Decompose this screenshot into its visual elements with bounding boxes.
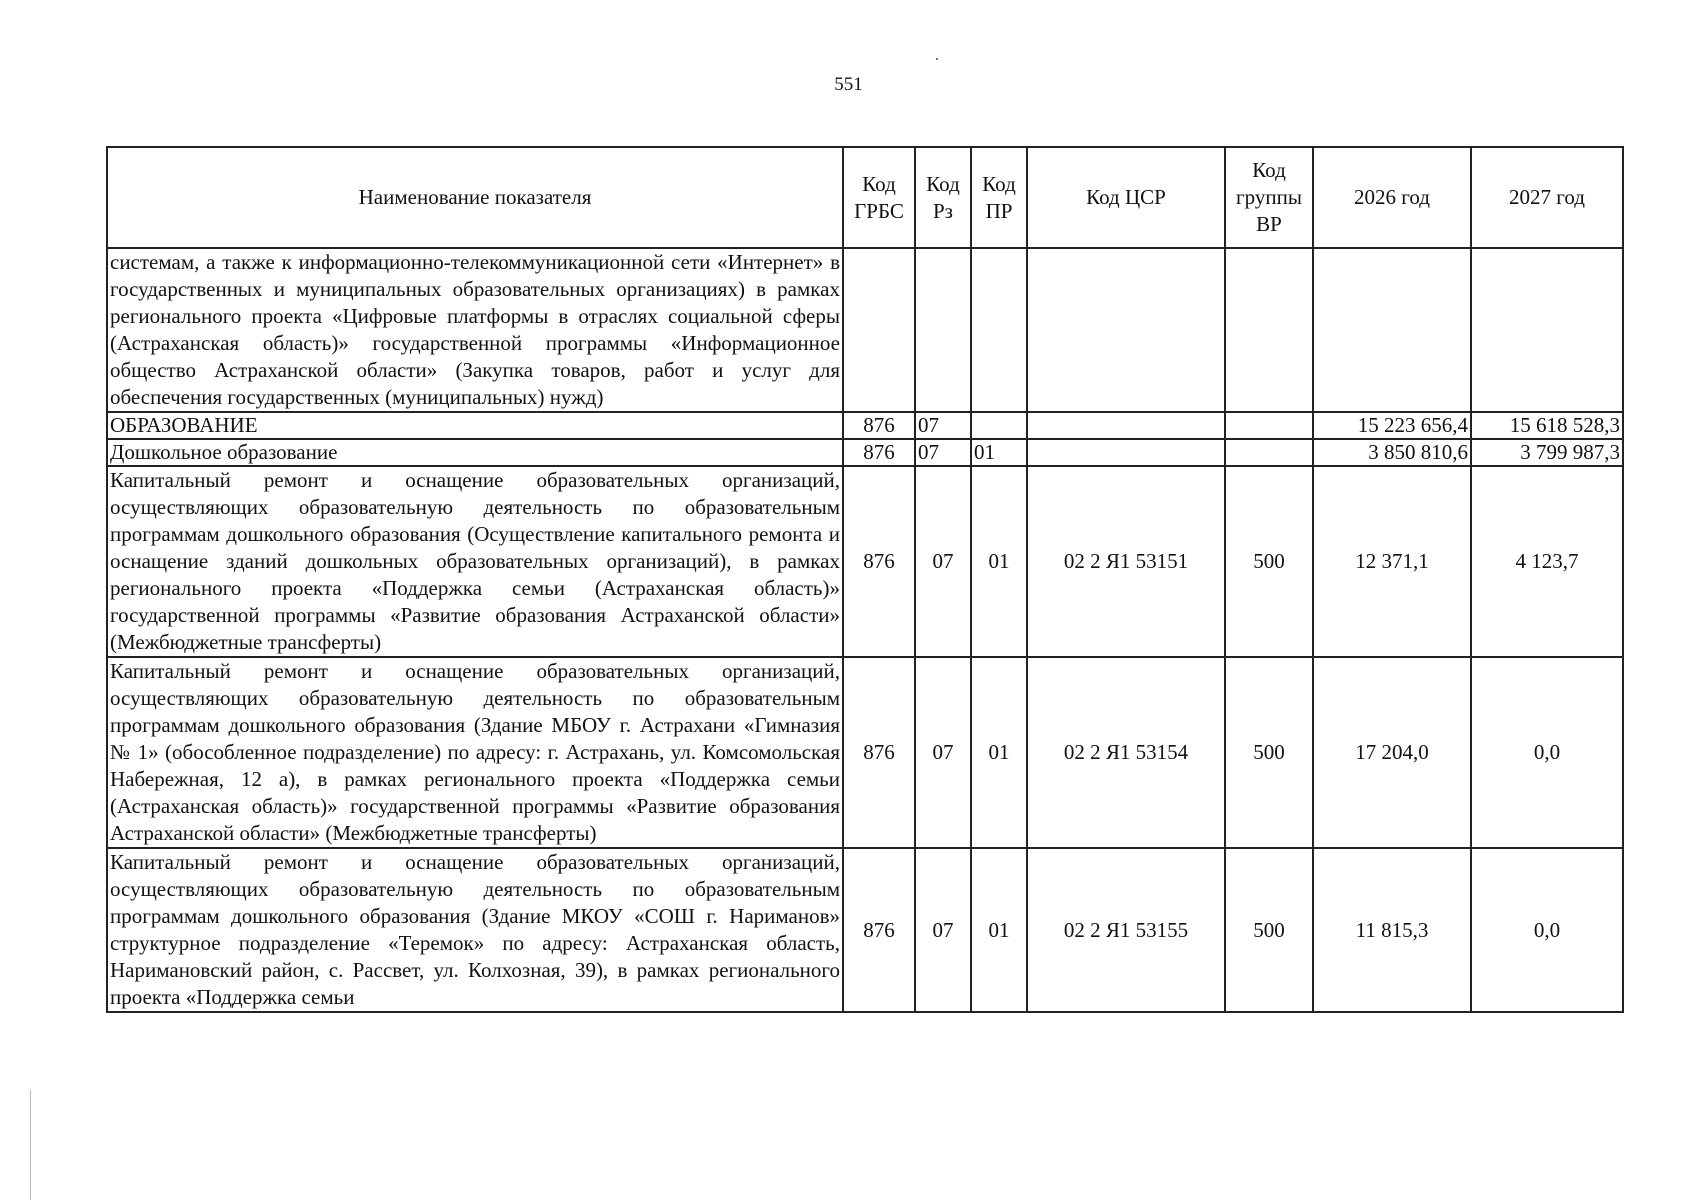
scan-artifact-dot: [936, 58, 938, 60]
row-csr: 02 2 Я1 53154: [1027, 657, 1225, 848]
row-rz: 07: [915, 412, 971, 439]
row-name: Капитальный ремонт и оснащение образовательных организаций, осуществляющих образовательную деятельность по образовательным программам дошкольного образования (Осуществление капитального ремонта и оснащение зданий дошкольных образовательных организаций), в рамках регионального проекта «Поддержка семьи (Астраханская область)» государственной программы «Развитие образования Астраханской области» (Межбюджетные трансферты): [107, 466, 843, 657]
header-csr: Код ЦСР: [1027, 147, 1225, 248]
row-rz: 07: [915, 848, 971, 1012]
row-grbs: 876: [843, 439, 915, 466]
row-name: ОБРАЗОВАНИЕ: [107, 412, 843, 439]
row-grbs: [843, 248, 915, 412]
row-rz: 07: [915, 657, 971, 848]
row-vr: [1225, 439, 1313, 466]
row-2027: 0,0: [1471, 848, 1623, 1012]
table-row: [107, 439, 1623, 466]
row-2026: 11 815,3: [1313, 848, 1471, 1012]
header-vr: Код группы ВР: [1225, 147, 1313, 248]
row-2027: 15 618 528,3: [1471, 412, 1623, 439]
row-vr: [1225, 248, 1313, 412]
table-header-row: [107, 147, 1623, 248]
row-pr: 01: [971, 657, 1027, 848]
row-pr: [971, 248, 1027, 412]
scan-artifact-edge: [30, 1090, 31, 1200]
row-csr: [1027, 412, 1225, 439]
row-pr: 01: [971, 466, 1027, 657]
row-vr: 500: [1225, 848, 1313, 1012]
row-2027: 3 799 987,3: [1471, 439, 1623, 466]
table-row: [107, 248, 1623, 412]
row-vr: [1225, 412, 1313, 439]
table-row: [107, 466, 1623, 657]
row-csr: [1027, 248, 1225, 412]
row-pr: 01: [971, 439, 1027, 466]
row-rz: 07: [915, 466, 971, 657]
header-rz: Код Рз: [915, 147, 971, 248]
row-2026: [1313, 248, 1471, 412]
header-grbs: Код ГРБС: [843, 147, 915, 248]
row-pr: [971, 412, 1027, 439]
row-csr: [1027, 439, 1225, 466]
row-grbs: 876: [843, 412, 915, 439]
row-grbs: 876: [843, 848, 915, 1012]
budget-table: [106, 146, 1624, 1013]
row-grbs: 876: [843, 466, 915, 657]
header-name: Наименование показателя: [107, 147, 843, 248]
row-2026: 15 223 656,4: [1313, 412, 1471, 439]
row-2026: 3 850 810,6: [1313, 439, 1471, 466]
header-2026: 2026 год: [1313, 147, 1471, 248]
row-vr: 500: [1225, 466, 1313, 657]
row-grbs: 876: [843, 657, 915, 848]
row-2027: [1471, 248, 1623, 412]
row-name: системам, а также к информационно-телекоммуникационной сети «Интернет» в государственных и муниципальных образовательных организациях) в рамках регионального проекта «Цифровые платформы в отраслях социальной сферы (Астраханская область)» государственной программы «Информационное общество Астраханской области» (Закупка товаров, работ и услуг для обеспечения государственных (муниципальных) нужд): [107, 248, 843, 412]
row-name: Дошкольное образование: [107, 439, 843, 466]
row-rz: [915, 248, 971, 412]
header-2027: 2027 год: [1471, 147, 1623, 248]
row-vr: 500: [1225, 657, 1313, 848]
row-name: Капитальный ремонт и оснащение образовательных организаций, осуществляющих образовательную деятельность по образовательным программам дошкольного образования (Здание МКОУ «СОШ г. Нариманов» структурное подразделение «Теремок» по адресу: Астраханская область, Наримановский район, с. Рассвет, ул. Колхозная, 39), в рамках регионального проекта «Поддержка семьи: [107, 848, 843, 1012]
table-row: [107, 848, 1623, 1012]
row-2027: 0,0: [1471, 657, 1623, 848]
table-row: [107, 412, 1623, 439]
row-csr: 02 2 Я1 53155: [1027, 848, 1225, 1012]
row-2026: 17 204,0: [1313, 657, 1471, 848]
row-2027: 4 123,7: [1471, 466, 1623, 657]
row-csr: 02 2 Я1 53151: [1027, 466, 1225, 657]
table-row: [107, 657, 1623, 848]
row-pr: 01: [971, 848, 1027, 1012]
row-rz: 07: [915, 439, 971, 466]
header-pr: Код ПР: [971, 147, 1027, 248]
row-name: Капитальный ремонт и оснащение образовательных организаций, осуществляющих образовательную деятельность по образовательным программам дошкольного образования (Здание МБОУ г. Астрахани «Гимназия № 1» (обособленное подразделение) по адресу: г. Астрахань, ул. Комсомольская Набережная, 12 а), в рамках регионального проекта «Поддержка семьи (Астраханская область)» государственной программы «Развитие образования Астраханской области» (Межбюджетные трансферты): [107, 657, 843, 848]
page-number: 551: [834, 74, 863, 95]
row-2026: 12 371,1: [1313, 466, 1471, 657]
